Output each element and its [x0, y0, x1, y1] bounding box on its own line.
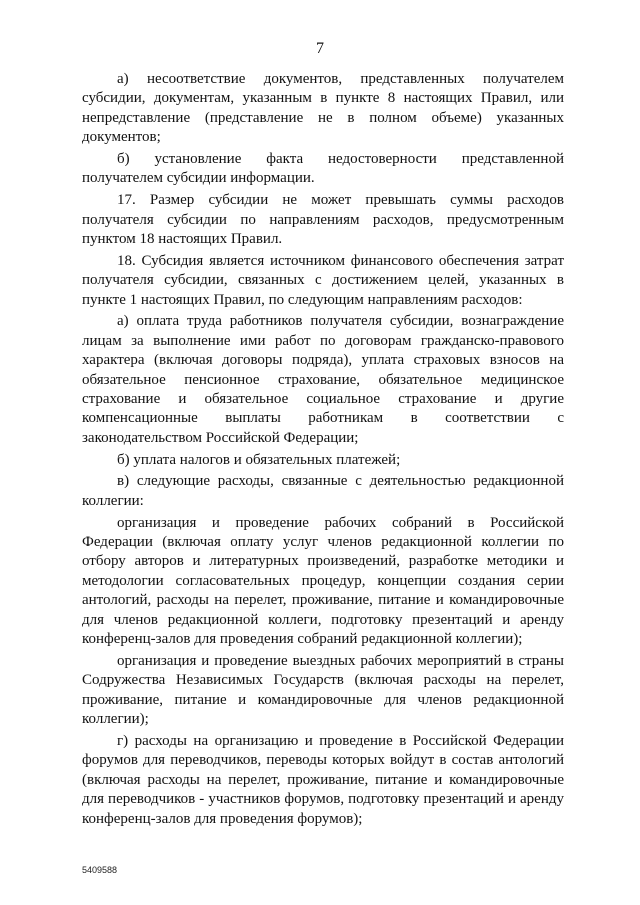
document-code: 5409588	[82, 865, 118, 875]
paragraph-18: 18. Субсидия является источником финансового обеспечения затрат получателя субсидии, связанных с достижением целей, указанных в пункте 1 настоящих Правил, по следующим направлениям расходов:	[82, 252, 564, 308]
paragraph-16b: б) установление факта недостоверности представленной получателем субсидии информации.	[82, 151, 564, 187]
paragraph-17: 17. Размер субсидии не может превышать суммы расходов получателя субсидии по направлениям расходов, предусмотренным пунктом 18 настоящих Правил.	[82, 192, 564, 248]
paragraph-18b: б) уплата налогов и обязательных платежей;	[117, 451, 401, 468]
paragraph-18g: г) расходы на организацию и проведение в Российской Федерации форумов для переводчиков, переводы которых войдут в состав антологий (включая расходы на перелет, проживание, питание и командировочные для переводчиков - участников форумов, подготовку презентаций и аренду конференц-залов для проведения форумов);	[82, 732, 564, 827]
paragraph-18v-item-2: организация и проведение выездных рабочих мероприятий в страны Содружества Независимых Государств (включая расходы на перелет, проживание, питание и командировочные для членов редакционной коллегии);	[82, 652, 564, 728]
document-body	[82, 70, 564, 831]
page-number: 7	[316, 40, 324, 57]
paragraph-18a: а) оплата труда работников получателя субсидии, вознаграждение лицам за выполнение ими работ по договорам гражданско-правового характера (включая договоры подряда), уплата страховых взносов на обязательное пенсионное страхование, обязательное медицинское страхование и обязательное социальное страхование и другие компенсационные выплаты работникам в соответствии с законодательством Российской Федерации;	[82, 313, 564, 446]
paragraph-18v-item-1: организация и проведение рабочих собраний в Российской Федерации (включая оплату услуг членов редакционной коллегии по отбору авторов и литературных произведений, разработке методики и методологии согласовательных процедур, концепции создания серии антологий, расходы на перелет, проживание, питание и командировочные для членов редакционной коллеги, подготовку презентаций и аренду конференц-залов для проведения собраний редакционной коллегии);	[82, 514, 564, 648]
paragraph-18v: в) следующие расходы, связанные с деятельностью редакционной коллегии:	[82, 473, 564, 509]
paragraph-16a: а) несоответствие документов, представленных получателем субсидии, документам, указанным в пункте 8 настоящих Правил, или непредставление (представление не в полном объеме) указанных документов;	[82, 71, 564, 146]
